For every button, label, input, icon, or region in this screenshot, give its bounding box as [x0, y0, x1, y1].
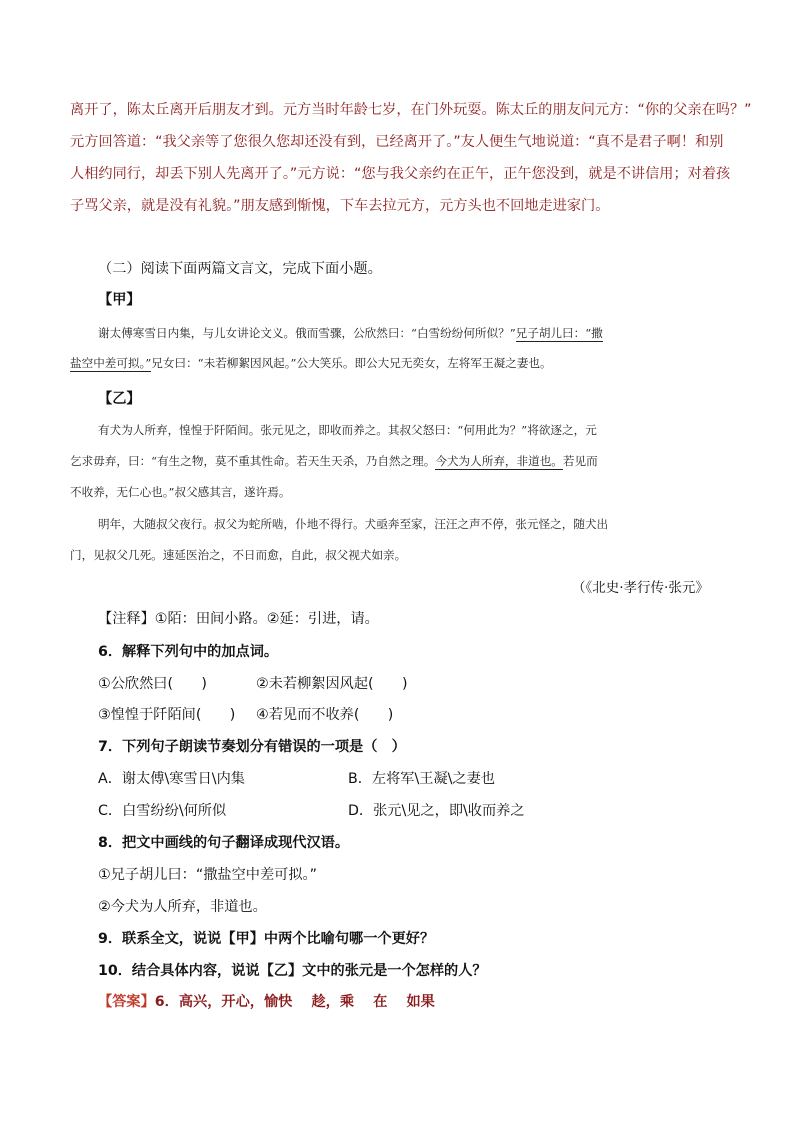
yi-p1-line-2-text-c: 若见而 — [562, 454, 598, 468]
section-intro: （二）阅读下面两篇文言文，完成下面小题。 — [98, 261, 382, 277]
question-8: 8．把文中画线的句子翻译成现代汉语。 — [98, 835, 350, 851]
question-9: 9．联系全文，说说【甲】中两个比喻句哪一个更好？ — [98, 931, 435, 947]
jia-line-2-text: 兄女曰：“未若柳絮因风起。”公大笑乐。即公大兄无奕女，左将军王凝之妻也。 — [151, 356, 552, 370]
jia-line-2 — [70, 358, 552, 370]
question-7-option-a: A．谢太傅\寒雪日\内集 — [98, 771, 245, 787]
question-6-item-3: ③惶惶于阡陌间( ) — [98, 707, 236, 723]
annotation-note: 【注释】①陌：田间小路。②延：引进，请。 — [98, 611, 379, 627]
question-8-item-2: ②今犬为人所弃，非道也。 — [98, 899, 267, 915]
yi-p1-line-3: 不收养，无仁心也。”叔父感其言，遂许焉。 — [70, 485, 291, 499]
question-10: 10．结合具体内容，说说【乙】文中的张元是一个怎样的人？ — [98, 963, 487, 979]
translation-line-2: 元方回答道：“我父亲等了您很久您却还没有到，已经离开了。”友人便生气地说道：“真不是君子啊！和别 — [70, 134, 724, 150]
jia-underlined-sentence-end: 盐空中差可拟。” — [70, 356, 152, 370]
yi-source: （《北史·孝行传·张元》 — [572, 580, 709, 596]
yi-p2-line-2: 门，见叔父几死。速延医治之，不日而愈，自此，叔父视犬如亲。 — [70, 548, 407, 562]
question-8-item-1: ①兄子胡儿曰：“撒盐空中差可拟。” — [98, 867, 317, 883]
question-7: 7．下列句子朗读节奏划分有错误的一项是（ ） — [98, 739, 406, 755]
yi-p1-line-1: 有犬为人所弃，惶惶于阡陌间。张元见之，即收而养之。其叔父怒曰：“何用此为？”将欲逐之，元 — [98, 423, 597, 437]
jia-line-1-text: 谢太傅寒雪日内集，与儿女讲论文义。俄而雪骤，公欣然曰：“白雪纷纷何所似？” — [98, 326, 516, 340]
yi-p2-line-1: 明年，大随叔父夜行。叔父为蛇所啮，仆地不得行。犬亟奔至家，汪汪之声不停，张元怪之，随犬出 — [98, 517, 609, 531]
translation-line-1: 离开了，陈太丘离开后朋友才到。元方当时年龄七岁，在门外玩耍。陈太丘的朋友问元方：“你的父亲在吗？” — [70, 102, 752, 118]
question-7-option-d: D．张元\见之，即\收而养之 — [348, 803, 525, 819]
question-6-item-4: ④若见而不收养( ) — [256, 707, 394, 723]
yi-p1-line-2 — [70, 456, 598, 468]
yi-p1-line-2-text-a: 乞求毋弃，曰：“有生之物，莫不重其性命。若天生天杀，乃自然之理。 — [70, 454, 436, 468]
yi-underlined-sentence: 今犬为人所弃，非道也。 — [435, 454, 563, 468]
question-6-item-2: ②未若柳絮因风起( ) — [256, 676, 408, 692]
answer-line — [98, 995, 435, 1009]
question-7-option-c: C．白雪纷纷\何所似 — [98, 803, 227, 819]
answer-label: 【答案】 — [98, 994, 155, 1010]
question-7-option-b: B．左将军\王凝\之妻也 — [348, 771, 495, 787]
jia-line-1 — [98, 328, 603, 340]
jia-underlined-sentence-start: 兄子胡儿曰：“撒 — [515, 326, 603, 340]
yi-heading: 【乙】 — [98, 391, 141, 407]
question-6: 6．解释下列句中的加点词。 — [98, 644, 279, 660]
translation-line-4: 子骂父亲，就是没有礼貌。”朋友感到惭愧，下车去拉元方，元方头也不回地走进家门。 — [70, 198, 610, 214]
question-6-item-1: ①公欣然曰( ) — [98, 676, 207, 692]
jia-heading: 【甲】 — [98, 292, 141, 308]
translation-line-3: 人相约同行，却丢下别人先离开了。”元方说：“您与我父亲约在正午，正午您没到，就是不讲信用；对着孩 — [70, 166, 731, 182]
answer-text: 6．高兴，开心，愉快 趁，乘 在 如果 — [154, 994, 435, 1010]
